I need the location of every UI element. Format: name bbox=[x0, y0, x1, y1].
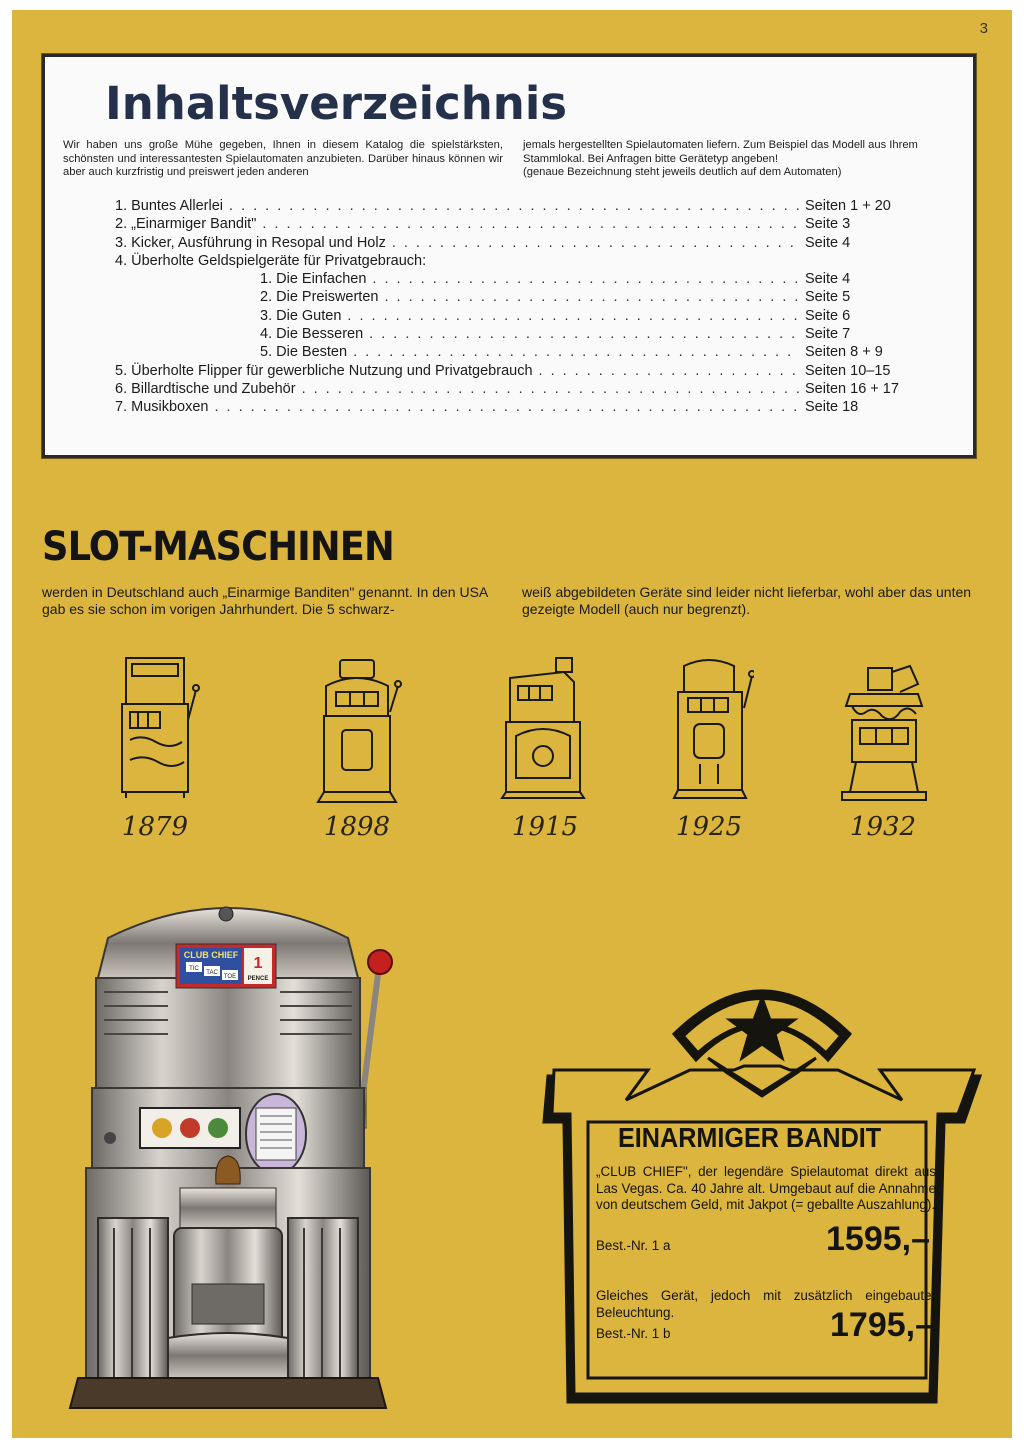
toc-subentry: 4. Die Besseren . . . Seite 7 bbox=[115, 325, 905, 343]
ad-price-1b: 1795,– bbox=[830, 1306, 934, 1344]
svg-text:TAC: TAC bbox=[206, 970, 218, 976]
toc-list bbox=[115, 197, 905, 417]
slot-machine-1915-illustration bbox=[498, 652, 588, 802]
section-text-left: werden in Deutschland auch „Einarmige Banditen" genannt. In den USA gab es sie schon im vorigen Jahrhundert. Die 5 schwarz- bbox=[42, 584, 488, 617]
toc-intro-right-main: jemals hergestellten Spielautomaten liefern. Zum Beispiel das Modell aus Ihrem Stammlokal. Bei Anfragen bitte Gerätetyp angeben! bbox=[523, 139, 918, 165]
toc-entry: 2. „Einarmiger Bandit" . . . Seite 3 bbox=[115, 215, 905, 233]
year-label: 1898 bbox=[323, 812, 391, 842]
slot-machine-1932-illustration bbox=[838, 662, 928, 812]
toc-subentry: 2. Die Preiswerten . . . Seite 5 bbox=[115, 288, 905, 306]
catalog-page bbox=[12, 10, 1012, 1438]
toc-intro-right bbox=[523, 139, 967, 180]
ad-order-number-1b: Best.-Nr. 1 b bbox=[596, 1326, 671, 1341]
toc-entry: 1. Buntes Allerlei . . . Seiten 1 + 20 bbox=[115, 197, 905, 215]
toc-intro-right-note: (genaue Bezeichnung steht jeweils deutlich auf dem Automaten) bbox=[523, 166, 842, 178]
svg-text:PENCE: PENCE bbox=[247, 976, 269, 982]
ad-price-1a: 1595,– bbox=[826, 1220, 930, 1258]
toc-subentry: 3. Die Guten . . . Seite 6 bbox=[115, 307, 905, 325]
toc-title: Inhaltsverzeichnis bbox=[105, 77, 568, 130]
toc-entry: 6. Billardtische und Zubehör . . . Seiten 16 + 17 bbox=[115, 380, 905, 398]
toc-entry: 7. Musikboxen . . . Seite 18 bbox=[115, 398, 905, 416]
ad-description-1a: „CLUB CHIEF", der legendäre Spielautomat direkt aus Las Vegas. Ca. 40 Jahre alt. Umgebaut auf die Annahme von deutschem Geld, mit Jakpot (= geballte Auszahlung). bbox=[596, 1164, 936, 1212]
toc-entry: 4. Überholte Geldspielgeräte für Privatgebrauch: bbox=[115, 252, 427, 269]
toc-entry: 3. Kicker, Ausführung in Resopal und Holz . . . Seite 4 bbox=[115, 234, 905, 252]
slot-machine-1879-illustration bbox=[112, 650, 202, 800]
toc-intro-left: Wir haben uns große Mühe gegeben, Ihnen in diesem Katalog die spielstärksten, schönsten und interessantesten Spielautomaten anzubieten. Darüber hinaus können wir aber auch kurzfristig und preiswert jeden anderen bbox=[63, 139, 503, 178]
svg-text:1: 1 bbox=[253, 955, 263, 972]
year-label: 1925 bbox=[675, 812, 743, 842]
year-label: 1879 bbox=[121, 812, 189, 842]
toc-subentry: 1. Die Einfachen . . . Seite 4 bbox=[115, 270, 905, 288]
svg-text:TIC: TIC bbox=[189, 966, 199, 972]
page-number: 3 bbox=[979, 20, 988, 37]
toc-subentry: 5. Die Besten . . . Seiten 8 + 9 bbox=[115, 343, 905, 361]
table-of-contents-box bbox=[42, 54, 976, 458]
slot-machine-1898-illustration bbox=[312, 656, 402, 806]
toc-entry: 5. Überholte Flipper für gewerbliche Nutzung und Privatgebrauch . . . Seiten 10–15 bbox=[115, 362, 905, 380]
section-title: SLOT-MASCHINEN bbox=[42, 524, 394, 570]
ad-title: EINARMIGER BANDIT bbox=[618, 1122, 882, 1153]
slot-machine-1925-illustration bbox=[664, 652, 754, 802]
svg-text:TOE: TOE bbox=[223, 974, 237, 980]
year-label: 1915 bbox=[511, 812, 579, 842]
section-text-right: weiß abgebildeten Geräte sind leider nicht lieferbar, wohl aber das unten gezeigte Modell (auch nur begrenzt). bbox=[522, 584, 972, 617]
year-label: 1932 bbox=[849, 812, 917, 842]
club-chief-slot-machine-photo bbox=[68, 888, 398, 1414]
badge-brand: CLUB CHIEF bbox=[183, 950, 239, 960]
ad-order-number-1a: Best.-Nr. 1 a bbox=[596, 1238, 671, 1253]
ad-description-1b: Gleiches Gerät, jedoch mit zusätzlich eingebauter Beleuchtung. bbox=[596, 1288, 936, 1320]
